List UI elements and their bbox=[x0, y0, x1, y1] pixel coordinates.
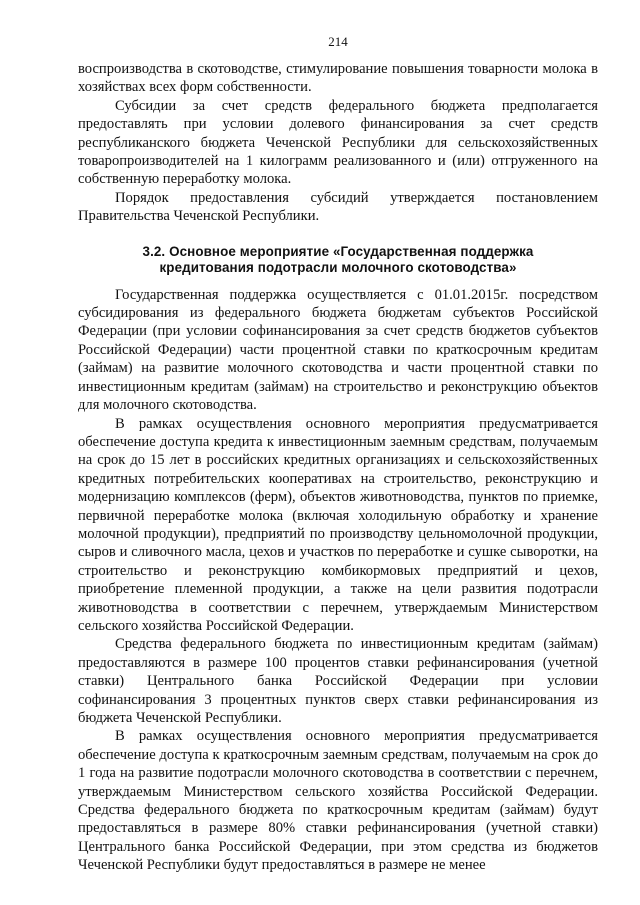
paragraph-short-term-credit-access: В рамках осуществления основного мероприятия предусматривается обеспечение доступа к краткосрочным заемным средствам, получаемым на срок до 1 года на развитие подотрасли молочного скотоводства в соответствии с перечнем, утверждаемым Министерством сельского хозяйства Российской Федерации. Средства федерального бюджета по краткосрочным кредитам (займам) будут предоставляться в размере 80% ставки рефинансирования (учетной ставки) Центрального банка Российской Федерации, при этом средства из бюджетов Чеченской Республики будут предоставляться в размере не менее bbox=[78, 728, 598, 874]
paragraph-procedure: Порядок предоставления субсидий утверждается постановлением Правительства Чеченской Республики. bbox=[78, 189, 598, 225]
paragraph-federal-funds-investment: Средства федерального бюджета по инвестиционным кредитам (займам) предоставляются в размере 100 процентов ставки рефинансирования (учетной ставки) Центрального банка Российской Федерации при условии софинансирования 3 процентных пунктов сверх ставки рефинансирования из бюджета Чеченской Республики. bbox=[78, 636, 598, 726]
document-page bbox=[78, 34, 598, 875]
page-number: 214 bbox=[328, 34, 348, 49]
paragraph-subsidies: Субсидии за счет средств федерального бюджета предполагается предоставлять при условии долевого финансирования за счет средств республиканского бюджета Чеченской Республики для сельскохозяйственных товаропроизводителей на 1 килограмм реализованного и (или) отгруженного на собственную переработку молока. bbox=[78, 97, 598, 188]
section-heading-line-2: кредитования подотрасли молочного скотоводства» bbox=[159, 259, 517, 275]
paragraph-state-support: Государственная поддержка осуществляется с 01.01.2015г. посредством субсидирования из федерального бюджета бюджетам субъектов Российской Федерации (при условии софинансирования за счет средств бюджетов субъектов Российской Федерации) части процентной ставки по краткосрочным кредитам (займам) на развитие молочного скотоводства и части процентной ставки по инвестиционным кредитам (займам) на строительство и реконструкцию объектов для молочного скотоводства. bbox=[78, 286, 598, 414]
section-heading bbox=[78, 244, 598, 276]
section-heading-line-1: 3.2. Основное мероприятие «Государственная поддержка bbox=[142, 243, 534, 259]
paragraph-continuation: воспроизводства в скотоводстве, стимулирование повышения товарности молока в хозяйствах всех форм собственности. bbox=[78, 61, 598, 96]
paragraph-investment-credit-access: В рамках осуществления основного мероприятия предусматривается обеспечение доступа кредита к инвестиционным заемным средствам, получаемым на срок до 15 лет в российских кредитных организациях и сельскохозяйственных кредитных потребительских кооперативах на строительство, реконструкцию и модернизацию комплексов (ферм), объектов животноводства, пунктов по приемке, первичной переработке молока (включая холодильную обработку и хранение молочной продукции), предприятий по производству цельномолочной продукции, сыров и сливочного масла, цехов и участков по переработке и сушке сыворотки, на строительство и реконструкцию комбикормовых предприятий и цехов, приобретение племенной продукции, а также на цели развития подотрасли животноводства в соответствии с перечнем, утверждаемым Министерством сельского хозяйства Российской Федерации. bbox=[78, 415, 598, 634]
